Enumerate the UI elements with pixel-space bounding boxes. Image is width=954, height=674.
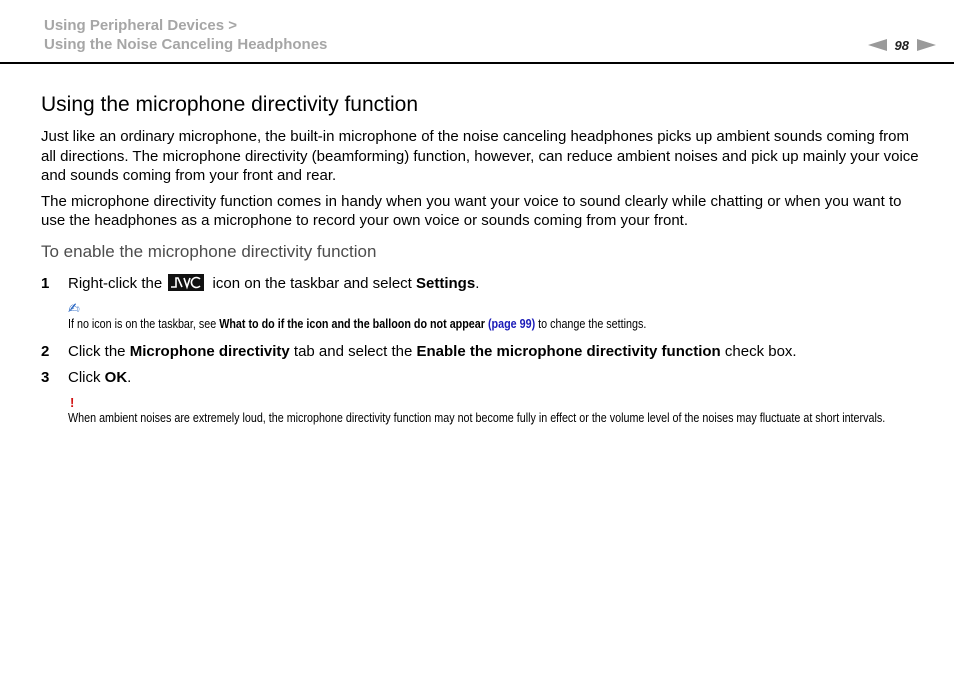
step-text-part: . xyxy=(475,274,480,292)
note-text xyxy=(68,316,894,333)
step-text-part: Right-click the xyxy=(68,274,163,292)
breadcrumb-section[interactable]: Using Peripheral Devices > xyxy=(44,17,238,34)
step-text-part: . xyxy=(127,368,132,386)
usage-paragraph: The microphone directivity function comes in handy when you want your voice to sound clearly while chatting or when you want to use the headphones as a microphone to record your own voice or sounds coming from your front. xyxy=(41,192,902,229)
step-text xyxy=(68,342,797,361)
step-3 xyxy=(41,368,921,387)
step-number: 1 xyxy=(41,274,50,292)
header-divider xyxy=(0,62,954,64)
checkbox-name-label: Enable the microphone directivity function xyxy=(416,342,721,360)
step-text xyxy=(68,274,479,293)
warning-text: When ambient noises are extremely loud, the microphone directivity function may not become fully in effect or the volume level of the noises may fluctuate at short intervals. xyxy=(68,410,886,425)
step-text-part: icon on the taskbar and select xyxy=(212,274,412,292)
step-1 xyxy=(41,274,921,293)
next-page-arrow-icon[interactable] xyxy=(917,39,936,51)
settings-menu-label: Settings xyxy=(416,274,476,292)
step-number: 3 xyxy=(41,368,50,386)
step-text xyxy=(68,368,131,387)
note-text-part: to change the settings. xyxy=(538,316,647,331)
noise-canceling-tray-icon xyxy=(168,274,204,291)
step-text-part: check box. xyxy=(724,342,797,360)
page-title: Using the microphone directivity function xyxy=(41,93,419,116)
note-text-part: If no icon is on the taskbar, see xyxy=(68,316,217,331)
step-2 xyxy=(41,342,921,361)
warning-block xyxy=(68,395,921,427)
page-number: 98 xyxy=(894,37,909,53)
pencil-note-icon: ✍ xyxy=(68,299,80,316)
breadcrumb-topic[interactable]: Using the Noise Canceling Headphones xyxy=(44,36,328,53)
ok-button-label: OK xyxy=(104,368,128,386)
step-text-part: Click the xyxy=(68,342,126,360)
note-block xyxy=(68,300,921,333)
main-content xyxy=(41,92,921,436)
tab-name-label: Microphone directivity xyxy=(129,342,290,360)
procedure-heading: To enable the microphone directivity function xyxy=(41,241,377,261)
step-number: 2 xyxy=(41,342,50,360)
breadcrumb xyxy=(44,16,327,54)
note-reference-title: What to do if the icon and the balloon do not appear xyxy=(219,316,485,331)
exclamation-icon: ! xyxy=(70,394,75,410)
previous-page-arrow-icon[interactable] xyxy=(868,39,887,51)
step-text-part: Click xyxy=(68,368,101,386)
page-navigator xyxy=(868,36,936,54)
intro-paragraph: Just like an ordinary microphone, the built-in microphone of the noise canceling headphones picks up ambient sounds coming from all directions. The microphone directivity (beamforming) function, however, can reduce ambient noises and pick up mainly your voice and sounds coming from your front and rear. xyxy=(41,128,919,184)
page-99-link[interactable]: (page 99) xyxy=(487,316,536,331)
step-text-part: tab and select the xyxy=(293,342,413,360)
